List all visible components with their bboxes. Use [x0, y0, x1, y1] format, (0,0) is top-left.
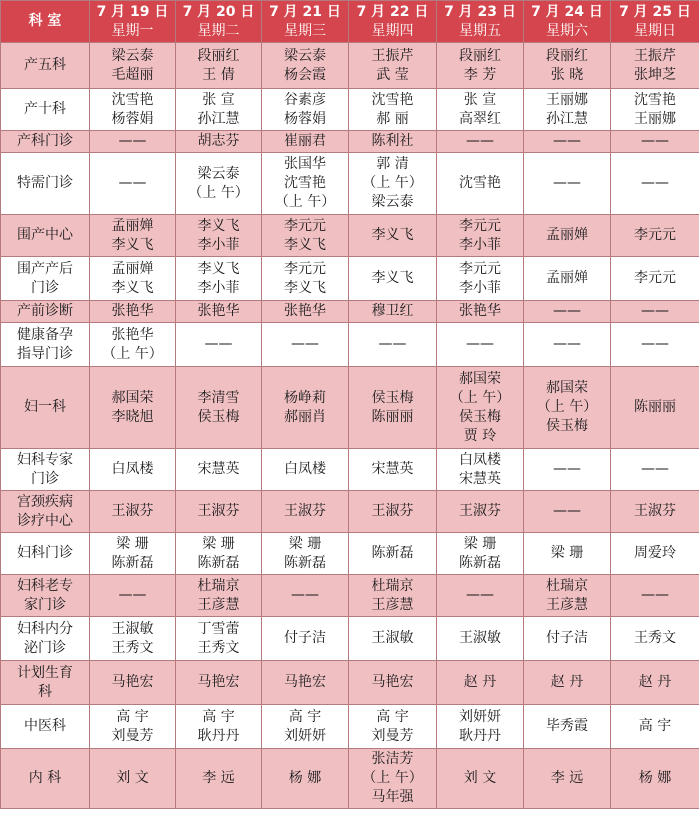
duty-cell: 李 远: [176, 749, 262, 809]
schedule-row: [1, 575, 699, 617]
duty-cell: 郝国荣 （上 午） 侯玉梅 贾 玲: [437, 367, 524, 449]
schedule-row: [1, 215, 699, 257]
duty-cell: 高 宇: [611, 705, 699, 749]
duty-cell: 梁 珊 陈新磊: [262, 533, 349, 575]
duty-cell: ——: [611, 301, 699, 323]
duty-cell: 王淑芬: [611, 491, 699, 533]
duty-cell: 高 宇 刘曼芳: [349, 705, 437, 749]
duty-cell: 马艳宏: [349, 661, 437, 705]
duty-cell: 王淑芬: [176, 491, 262, 533]
duty-cell: 王淑敏 王秀文: [90, 617, 176, 661]
duty-cell: 赵 丹: [611, 661, 699, 705]
duty-cell: 郝国荣 （上 午） 侯玉梅: [524, 367, 611, 449]
duty-cell: 张艳华 （上 午）: [90, 323, 176, 367]
schedule-row: [1, 43, 699, 89]
schedule-row: [1, 131, 699, 153]
duty-cell: 王丽娜 孙江慧: [524, 89, 611, 131]
duty-cell: ——: [437, 323, 524, 367]
duty-cell: 白凤楼: [262, 449, 349, 491]
duty-cell: 刘 文: [437, 749, 524, 809]
duty-cell: 梁云泰 （上 午）: [176, 153, 262, 215]
duty-cell: ——: [611, 575, 699, 617]
duty-cell: 孟丽婵: [524, 257, 611, 301]
schedule-row: [1, 661, 699, 705]
duty-cell: ——: [524, 323, 611, 367]
dept-cell: 围产中心: [1, 215, 90, 257]
duty-cell: 穆卫红: [349, 301, 437, 323]
duty-cell: 马艳宏: [262, 661, 349, 705]
duty-cell: 张艳华: [262, 301, 349, 323]
duty-cell: 张 宣 孙江慧: [176, 89, 262, 131]
schedule-row: [1, 749, 699, 809]
schedule-row: [1, 449, 699, 491]
duty-cell: 杜瑞京 王彦慧: [524, 575, 611, 617]
schedule-row: [1, 257, 699, 301]
header-day: 7 月 25 日 星期日: [611, 1, 699, 43]
header-day: 7 月 21 日 星期三: [262, 1, 349, 43]
schedule-row: [1, 617, 699, 661]
dept-cell: 妇一科: [1, 367, 90, 449]
duty-cell: ——: [524, 153, 611, 215]
duty-cell: ——: [524, 449, 611, 491]
duty-cell: ——: [524, 131, 611, 153]
duty-cell: 孟丽婵 李义飞: [90, 257, 176, 301]
duty-cell: 郭 清 （上 午） 梁云泰: [349, 153, 437, 215]
duty-cell: 丁雪蕾 王秀文: [176, 617, 262, 661]
duty-cell: 杨 娜: [262, 749, 349, 809]
duty-cell: 孟丽婵 李义飞: [90, 215, 176, 257]
duty-cell: ——: [611, 153, 699, 215]
dept-cell: 产十科: [1, 89, 90, 131]
duty-cell: ——: [90, 131, 176, 153]
duty-cell: 段丽红 李 芳: [437, 43, 524, 89]
duty-cell: 梁 珊 陈新磊: [176, 533, 262, 575]
schedule-row: [1, 301, 699, 323]
duty-cell: 李元元 李义飞: [262, 215, 349, 257]
duty-cell: 孟丽婵: [524, 215, 611, 257]
duty-cell: 段丽红 王 倩: [176, 43, 262, 89]
duty-cell: 赵 丹: [437, 661, 524, 705]
duty-cell: 宋慧英: [176, 449, 262, 491]
dept-cell: 内 科: [1, 749, 90, 809]
duty-cell: 段丽红 张 晓: [524, 43, 611, 89]
duty-cell: 马艳宏: [176, 661, 262, 705]
dept-cell: 健康备孕 指导门诊: [1, 323, 90, 367]
duty-cell: 李元元 李义飞: [262, 257, 349, 301]
duty-cell: 张洁芳 （上 午） 马年强: [349, 749, 437, 809]
header-day: 7 月 24 日 星期六: [524, 1, 611, 43]
duty-cell: ——: [349, 323, 437, 367]
duty-cell: 白凤楼 宋慧英: [437, 449, 524, 491]
duty-cell: 张艳华: [176, 301, 262, 323]
dept-cell: 产科门诊: [1, 131, 90, 153]
header-day: 7 月 20 日 星期二: [176, 1, 262, 43]
duty-cell: 王秀文: [611, 617, 699, 661]
duty-cell: ——: [611, 131, 699, 153]
duty-cell: 张艳华: [90, 301, 176, 323]
duty-cell: 李义飞: [349, 215, 437, 257]
duty-cell: 李元元: [611, 257, 699, 301]
duty-cell: 李义飞 李小菲: [176, 215, 262, 257]
dept-cell: 妇科内分 泌门诊: [1, 617, 90, 661]
duty-cell: 赵 丹: [524, 661, 611, 705]
duty-cell: 沈雪艳 王丽娜: [611, 89, 699, 131]
duty-cell: 刘妍妍 耿丹丹: [437, 705, 524, 749]
duty-cell: 李 远: [524, 749, 611, 809]
duty-cell: 白凤楼: [90, 449, 176, 491]
header-day: 7 月 22 日 星期四: [349, 1, 437, 43]
dept-cell: 中医科: [1, 705, 90, 749]
duty-cell: 高 宇 耿丹丹: [176, 705, 262, 749]
duty-cell: 沈雪艳: [437, 153, 524, 215]
dept-cell: 妇科专家 门诊: [1, 449, 90, 491]
dept-cell: 围产产后 门诊: [1, 257, 90, 301]
duty-cell: 杨峥莉 郝丽肖: [262, 367, 349, 449]
duty-cell: 梁 珊: [524, 533, 611, 575]
duty-cell: 付子洁: [524, 617, 611, 661]
duty-cell: ——: [437, 131, 524, 153]
duty-cell: 毕秀霞: [524, 705, 611, 749]
duty-cell: 杨 娜: [611, 749, 699, 809]
duty-cell: ——: [262, 323, 349, 367]
duty-cell: 王淑芬: [349, 491, 437, 533]
duty-cell: 胡志芬: [176, 131, 262, 153]
duty-cell: ——: [524, 491, 611, 533]
duty-cell: 杜瑞京 王彦慧: [349, 575, 437, 617]
duty-cell: 张国华 沈雪艳 （上 午）: [262, 153, 349, 215]
schedule-row: [1, 533, 699, 575]
duty-cell: 梁云泰 杨会霞: [262, 43, 349, 89]
duty-cell: 李义飞 李小菲: [176, 257, 262, 301]
header-day: 7 月 23 日 星期五: [437, 1, 524, 43]
duty-cell: 李清雪 侯玉梅: [176, 367, 262, 449]
duty-cell: 张艳华: [437, 301, 524, 323]
schedule-row: [1, 153, 699, 215]
header-dept: 科 室: [1, 1, 90, 43]
duty-cell: 李义飞: [349, 257, 437, 301]
duty-cell: 李元元 李小菲: [437, 215, 524, 257]
duty-cell: ——: [611, 449, 699, 491]
duty-cell: 陈新磊: [349, 533, 437, 575]
duty-cell: 沈雪艳 郝 丽: [349, 89, 437, 131]
dept-cell: 宫颈疾病 诊疗中心: [1, 491, 90, 533]
duty-cell: 付子洁: [262, 617, 349, 661]
duty-cell: 王振芹 张坤芝: [611, 43, 699, 89]
duty-cell: ——: [524, 301, 611, 323]
schedule-row: [1, 491, 699, 533]
schedule-row: [1, 705, 699, 749]
header-row: [1, 1, 699, 43]
duty-cell: 梁 珊 陈新磊: [90, 533, 176, 575]
duty-cell: 沈雪艳 杨蓉娟: [90, 89, 176, 131]
duty-cell: 李元元 李小菲: [437, 257, 524, 301]
duty-cell: 梁云泰 毛超丽: [90, 43, 176, 89]
duty-cell: 王淑芬: [437, 491, 524, 533]
duty-cell: 郝国荣 李晓旭: [90, 367, 176, 449]
dept-cell: 妇科门诊: [1, 533, 90, 575]
dept-cell: 妇科老专 家门诊: [1, 575, 90, 617]
duty-cell: ——: [90, 575, 176, 617]
header-day: 7 月 19 日 星期一: [90, 1, 176, 43]
duty-cell: 王振芹 武 莹: [349, 43, 437, 89]
duty-cell: ——: [90, 153, 176, 215]
dept-cell: 特需门诊: [1, 153, 90, 215]
duty-cell: ——: [262, 575, 349, 617]
duty-cell: 王淑敏: [437, 617, 524, 661]
duty-cell: 王淑芬: [90, 491, 176, 533]
schedule-row: [1, 89, 699, 131]
duty-cell: 杜瑞京 王彦慧: [176, 575, 262, 617]
duty-cell: 宋慧英: [349, 449, 437, 491]
duty-cell: 刘 文: [90, 749, 176, 809]
duty-cell: 李元元: [611, 215, 699, 257]
schedule-row: [1, 323, 699, 367]
dept-cell: 计划生育 科: [1, 661, 90, 705]
duty-cell: 马艳宏: [90, 661, 176, 705]
duty-cell: 王淑芬: [262, 491, 349, 533]
duty-cell: 周爱玲: [611, 533, 699, 575]
duty-cell: 陈利社: [349, 131, 437, 153]
duty-cell: 陈丽丽: [611, 367, 699, 449]
schedule-row: [1, 367, 699, 449]
duty-cell: 侯玉梅 陈丽丽: [349, 367, 437, 449]
duty-cell: 谷素彦 杨蓉娟: [262, 89, 349, 131]
duty-cell: ——: [611, 323, 699, 367]
duty-cell: 梁 珊 陈新磊: [437, 533, 524, 575]
duty-cell: ——: [437, 575, 524, 617]
duty-cell: 崔丽君: [262, 131, 349, 153]
dept-cell: 产五科: [1, 43, 90, 89]
duty-cell: 高 宇 刘妍妍: [262, 705, 349, 749]
duty-cell: 张 宣 高翠红: [437, 89, 524, 131]
duty-cell: ——: [176, 323, 262, 367]
duty-cell: 高 宇 刘曼芳: [90, 705, 176, 749]
duty-cell: 王淑敏: [349, 617, 437, 661]
schedule-body: [1, 43, 699, 809]
dept-cell: 产前诊断: [1, 301, 90, 323]
